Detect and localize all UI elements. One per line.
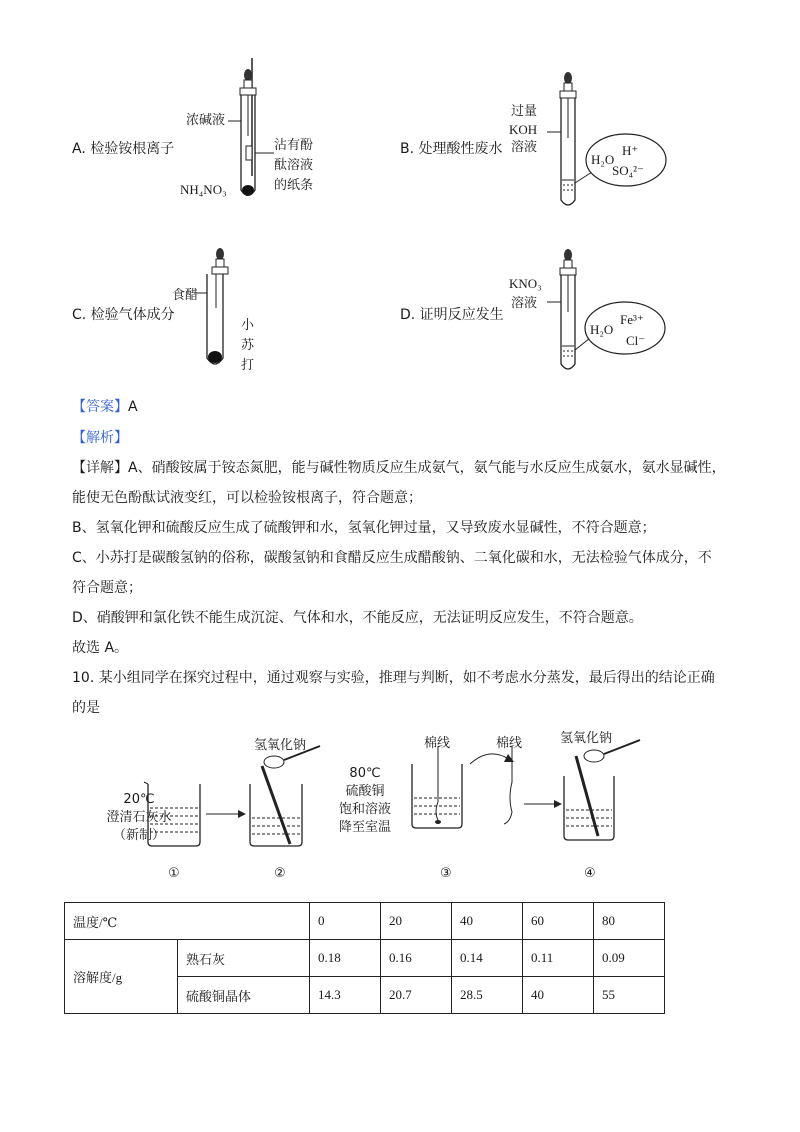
step3-label-4: 降至室温 <box>338 820 391 835</box>
option-a-paper-label-1: 沾有酚 <box>274 138 314 153</box>
table-cell: 熟石灰 <box>178 940 310 977</box>
option-b-bubble-ion1: H⁺ <box>622 143 639 158</box>
question-10-line-1: 10. 某小组同学在探究过程中，通过观察与实验，推理与判断，如不考虑水分蒸发，最后得出的结论正确 <box>72 670 715 686</box>
option-c-solid-label-2: 苏 <box>241 338 255 353</box>
answer-tag: 【答案】 <box>72 399 128 415</box>
table-cell: 20 <box>381 903 452 940</box>
table-cell: 0.14 <box>452 940 523 977</box>
option-c-dropper-label: 食醋 <box>172 288 199 303</box>
detail-line-1 <box>72 458 726 478</box>
option-a-paper-label-2: 酞溶液 <box>274 158 314 173</box>
temp-header-cell: 温度/℃ <box>65 903 310 940</box>
option-d-bubble-ion2: Cl⁻ <box>626 333 646 348</box>
option-b-dropper-label-1: 过量 <box>511 104 538 119</box>
option-c-apparatus <box>200 246 240 374</box>
option-c-solid-label-1: 小 <box>241 318 255 333</box>
option-b-label: B. 处理酸性废水 <box>400 141 503 157</box>
table-cell: 0.09 <box>594 940 665 977</box>
table-cell: 60 <box>523 903 594 940</box>
detail-line-2: 能使无色酚酞试液变红，可以检验铵根离子，符合题意； <box>72 490 422 506</box>
option-a-solid-label: NH₄NO₃ <box>180 182 227 197</box>
answer-value: A <box>128 399 138 415</box>
option-a-apparatus <box>228 58 268 208</box>
table-cell: 28.5 <box>452 977 523 1014</box>
option-c-solid-label-3: 打 <box>241 358 255 373</box>
question-10-line-2: 的是 <box>72 700 100 716</box>
table-cell: 0.11 <box>523 940 594 977</box>
table-cell: 40 <box>452 903 523 940</box>
table-cell: 14.3 <box>310 977 381 1014</box>
step3-label-3: 饱和溶液 <box>338 802 391 817</box>
option-c-label: C. 检验气体成分 <box>72 307 175 323</box>
option-a-label: A. 检验铵根离子 <box>72 141 175 157</box>
table-cell: 80 <box>594 903 665 940</box>
table-row <box>65 903 665 940</box>
spoon-label-2: 氢氧化钠 <box>560 731 613 746</box>
option-a-dropper-label: 浓碱液 <box>186 113 226 128</box>
answer-line <box>72 397 138 417</box>
detail-text-1: A、硝酸铵属于铵态氮肥，能与碱性物质反应生成氨气，氨气能与水反应生成氨水，氨水显碱性， <box>128 460 726 476</box>
step-number-1: ① <box>168 866 180 881</box>
table-row <box>65 940 665 977</box>
table-cell: 40 <box>523 977 594 1014</box>
step1-label-2: 澄清石灰水 <box>106 810 172 825</box>
step3-label-2: 硫酸铜 <box>345 784 385 799</box>
step1-label-1: 20℃ <box>123 792 155 807</box>
thread-label-2: 棉线 <box>496 736 523 751</box>
table-cell: 0 <box>310 903 381 940</box>
spoon-label-1: 氢氧化钠 <box>254 738 307 753</box>
table-cell: 55 <box>594 977 665 1014</box>
analysis-tag: 【解析】 <box>72 430 128 446</box>
q10-figure <box>140 742 660 852</box>
option-d-bubble-ion1: Fe³⁺ <box>620 312 644 327</box>
detail-tag: 【详解】 <box>72 460 128 476</box>
option-b-dropper-label-3: 溶液 <box>511 140 538 155</box>
detail-line-5: 符合题意； <box>72 580 142 596</box>
table-cell: 0.18 <box>310 940 381 977</box>
option-b-bubble-ion2: SO₄²⁻ <box>612 163 644 178</box>
thread-label-1: 棉线 <box>424 736 451 751</box>
step-number-3: ③ <box>440 866 452 881</box>
detail-line-7: 故选 A。 <box>72 640 129 656</box>
option-d-apparatus <box>548 246 688 376</box>
step-number-4: ④ <box>584 866 596 881</box>
table-cell: 硫酸铜晶体 <box>178 977 310 1014</box>
detail-line-6: D、硝酸钾和氯化铁不能生成沉淀、气体和水，不能反应，无法证明反应发生，不符合题意。 <box>72 610 643 626</box>
option-d-dropper-label-1: KNO₃ <box>509 276 542 291</box>
table-cell: 20.7 <box>381 977 452 1014</box>
option-a-paper-label-3: 的纸条 <box>274 178 314 193</box>
step3-label-1: 80℃ <box>349 766 381 781</box>
solubility-header-cell: 溶解度/g <box>65 940 178 1014</box>
option-d-bubble-h2o: H₂O <box>590 322 614 337</box>
step-number-2: ② <box>274 866 286 881</box>
option-b-apparatus <box>548 68 688 213</box>
step1-label-3: （新制） <box>112 828 165 843</box>
option-d-label: D. 证明反应发生 <box>400 307 504 323</box>
detail-line-3: B、氢氧化钾和硫酸反应生成了硫酸钾和水，氢氧化钾过量，又导致废水显碱性，不符合题意； <box>72 520 656 536</box>
detail-line-4: C、小苏打是碳酸氢钠的俗称，碳酸氢钠和食醋反应生成醋酸钠、二氧化碳和水，无法检验气体成分，不 <box>72 550 712 566</box>
option-d-dropper-label-2: 溶液 <box>511 296 538 311</box>
table-cell: 0.16 <box>381 940 452 977</box>
solubility-table <box>64 902 665 1014</box>
option-b-bubble-h2o: H₂O <box>591 152 615 167</box>
option-b-dropper-label-2: KOH <box>509 122 538 137</box>
